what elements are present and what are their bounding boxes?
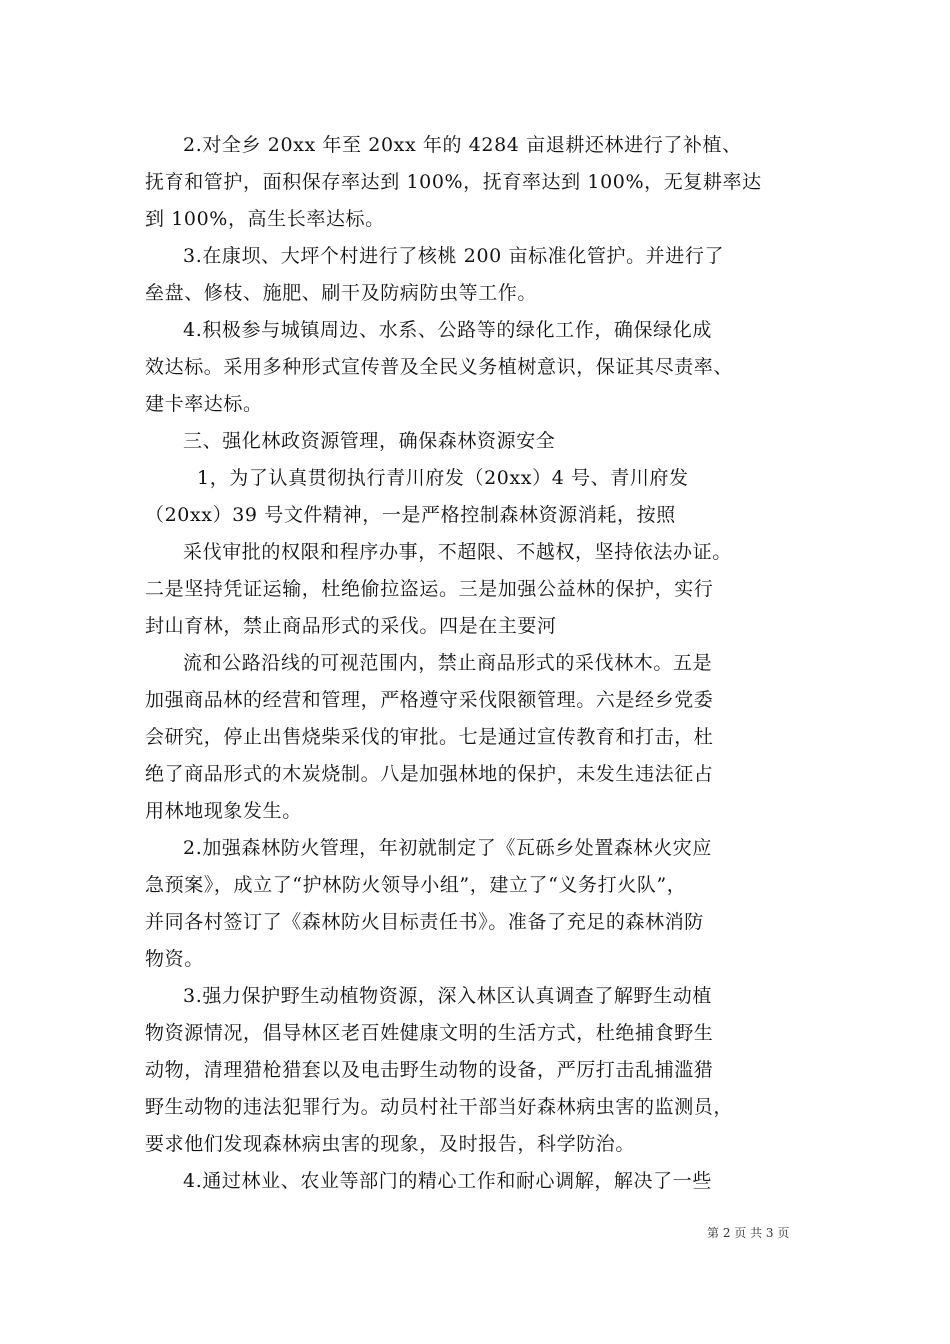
text-line: 2.加强森林防火管理，年初就制定了《瓦砾乡处置森林火灾应 [183,837,712,859]
text-line: 物资源情况，倡导林区老百姓健康文明的生活方式，杜绝捕食野生 [145,1022,714,1044]
paragraph-6 [145,534,810,645]
text-line: 要求他们发现森林病虫害的现象，及时报告，科学防治。 [145,1133,636,1155]
text-line: 垒盘、修枝、施肥、刷干及防病防虫等工作。 [145,282,538,304]
paragraph-1 [145,127,810,238]
text-line: 二是坚持凭证运输，杜绝偷拉盗运。三是加强公益林的保护，实行 [145,578,714,600]
text-line: 4.通过林业、农业等部门的精心工作和耐心调解，解决了一些 [183,1170,712,1192]
paragraph-3 [145,312,810,423]
text-line: 到 100%，高生长率达标。 [145,208,385,230]
section-heading [145,423,810,460]
text-line: 效达标。采用多种形式宣传普及全民义务植树意识，保证其尽责率、 [145,356,734,378]
paragraph-9 [145,978,810,1163]
text-line: 1，为了认真贯彻执行青川府发（20xx）4 号、青川府发 [197,467,689,489]
text-line: 3.在康坝、大坪个村进行了核桃 200 亩标准化管护。并进行了 [183,245,725,267]
paragraph-7 [145,645,810,830]
text-line: 急预案》，成立了“护林防火领导小组”，建立了“义务打火队”， [145,874,687,896]
paragraph-5 [145,460,810,534]
text-line: 野生动物的违法犯罪行为。动员村社干部当好森林病虫害的监测员， [145,1096,734,1118]
text-line: 抚育和管护，面积保存率达到 100%，抚育率达到 100%，无复耕率达 [145,171,762,193]
page-number-footer: 第 2 页 共 3 页 [707,1226,790,1240]
text-line: 物资。 [145,948,204,970]
text-line: 4.积极参与城镇周边、水系、公路等的绿化工作，确保绿化成 [183,319,712,341]
text-line: （20xx）39 号文件精神，一是严格控制森林资源消耗，按照 [145,504,676,526]
paragraph-2 [145,238,810,312]
text-line: 流和公路沿线的可视范围内，禁止商品形式的采伐林木。五是 [183,652,713,674]
document-body [145,127,810,1200]
text-line: 会研究，停止出售烧柴采伐的审批。七是通过宣传教育和打击，杜 [145,726,714,748]
text-line: 动物，清理猎枪猎套以及电击野生动物的设备，严厉打击乱捕滥猎 [145,1059,714,1081]
text-line: 2.对全乡 20xx 年至 20xx 年的 4284 亩退耕还林进行了补植、 [183,134,742,156]
text-line: 绝了商品形式的木炭烧制。八是加强林地的保护，未发生违法征占 [145,763,714,785]
text-line: 3.强力保护野生动植物资源，深入林区认真调查了解野生动植 [183,985,712,1007]
paragraph-8 [145,830,810,978]
heading-line: 三、强化林政资源管理，确保森林资源安全 [183,430,556,452]
paragraph-10 [145,1163,810,1200]
text-line: 并同各村签订了《森林防火目标责任书》。准备了充足的森林消防 [145,911,704,933]
text-line: 建卡率达标。 [145,393,263,415]
text-line: 加强商品林的经营和管理，严格遵守采伐限额管理。六是经乡党委 [145,689,714,711]
text-line: 采伐审批的权限和程序办事，不超限、不越权，坚持依法办证。 [183,541,732,563]
text-line: 用林地现象发生。 [145,800,302,822]
text-line: 封山育林，禁止商品形式的采伐。四是在主要河 [145,615,557,637]
